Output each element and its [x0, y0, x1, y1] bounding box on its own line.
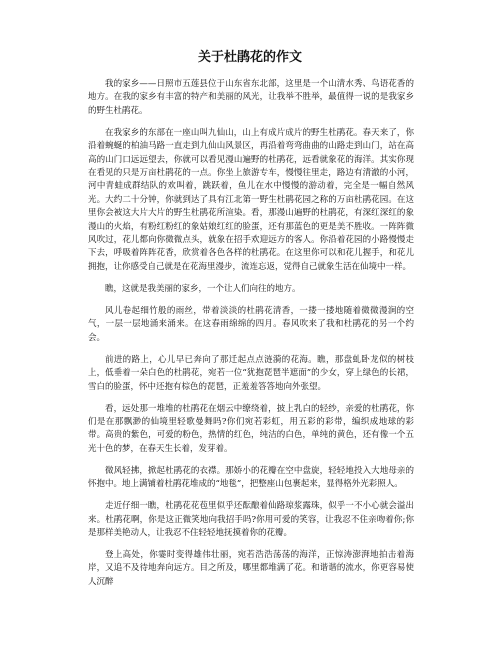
paragraph: 前进的路上，心儿早已奔向了那迁起点点涟漪的花海。瞧，那盘虬卧龙似的树枝上，低垂着一朵白色的杜鹃花，宛若一位“犹抱琵琶半遮面”的少女，穿上绿色的长裙，雪白的脸蛋，怀中还抱有棕色的琵琶，正羞羞答答地向外张望。: [88, 354, 414, 392]
document-title: 关于杜鹃花的作文: [197, 50, 302, 65]
paragraph: 风儿卷起细竹般的雨丝，带着淡淡的杜鹃花清香，一搂一搂地随着微微漫涧的空气，一层一层地涌来涌来。在这春雨绵绵的四月。春风吹来了我和杜鹃花的另一个约会。: [88, 305, 414, 343]
paragraph: 看，远处那一堆堆的杜鹃花在烟云中缭绕着，披上乳白的轻纱，亲爱的杜鹃花，你们是在那飘渺的仙境里轻歌曼舞吗?你们宛若彩虹，用五彩的彩带，编织成地球的彩带。高贵的紫色，可爱的粉色，热情的红色，纯洁的白色，单纯的黄色，还有像一个五光十色的梦，在春天生长着，发芽着。: [88, 403, 414, 454]
paragraph: 微风轻拂，掀起杜鹃花的衣襟。那娇小的花瓣在空中盘旋，轻轻地投入大地母亲的怀抱中。地上满铺着杜鹃花堆成的“地毯”，把整座山包裹起来，显得格外光彩照人。: [88, 465, 414, 490]
paragraph: 我的家乡——日照市五莲县位于山东省东北部，这里是一个山清水秀、鸟语花香的地方。在我的家乡有丰富的特产和美丽的风光，让我举不胜举，最值得一说的是我家乡的野生杜鹃花。: [88, 79, 414, 116]
paragraph: 在我家乡的东部在一座山叫九仙山，山上有成片成片的野生杜鹃花。春天来了，你沿着蜿蜒的柏油马路一直走到九仙山风景区，再沿着弯弯曲曲的山路走到山门，站在高高的山门口远远望去，你就可以看见漫山遍野的杜鹃花，远看就象花的海洋。其实你现在看见的只是万亩杜鹃花的一点。你坐上旅游专车，慢慢往里走，路边有清澈的小河，河中青蛙成群结队的欢叫着，跳跃着，鱼儿在水中慢慢的游动着，完全是一幅自然风光。大约二十分钟，你就到达了具有江北第一野生杜鹃花园之称的万亩杜鹃花园。在这里你会被这大片大片的野生杜鹃花所渲染。看，那漫山遍野的杜鹃花，有深红深红的象漫山的火焰，有粉红粉红的象姑娘红红的脸蛋，还有那蓝色的更是美不胜收。一阵阵微风吹过，花儿都向你微微点头，就象在招手欢迎远方的客人。你沿着花园的小路慢慢走下去，呼吸着阵阵花香，欣赏着各色各样的杜鹃花。在这里你可以和花儿握手，和花儿拥抱，让你感受自己就是在花海里漫步，流连忘返，觉得自己就象生活在仙境中一样。: [88, 127, 414, 272]
paragraph: 瞧，这就是我美丽的家乡，一个让人们向往的地方。: [105, 283, 301, 294]
paragraph: 走近仔细一瞧，杜鹃花花苞里似乎还酝酿着仙路琼浆露珠，似乎一不小心就会溢出来。杜鹃花啊，你是这正微笑地向我招手吗?你用可爱的笑容，让我忍不住亲吻着你;你是那样美艳动人，让我忍不住轻轻地抚摸着你的花瓣。: [88, 501, 414, 538]
paragraph: 登上高处，你霎时变得雄伟壮丽，宛若浩浩荡荡的海洋，正惊涛澎湃地拍击着海岸，又追不及待地奔向远方。目之所及，哪里都堆满了花。和谐谐的流水，你更容易使人沉醉: [88, 549, 414, 587]
document-body: [88, 78, 414, 598]
